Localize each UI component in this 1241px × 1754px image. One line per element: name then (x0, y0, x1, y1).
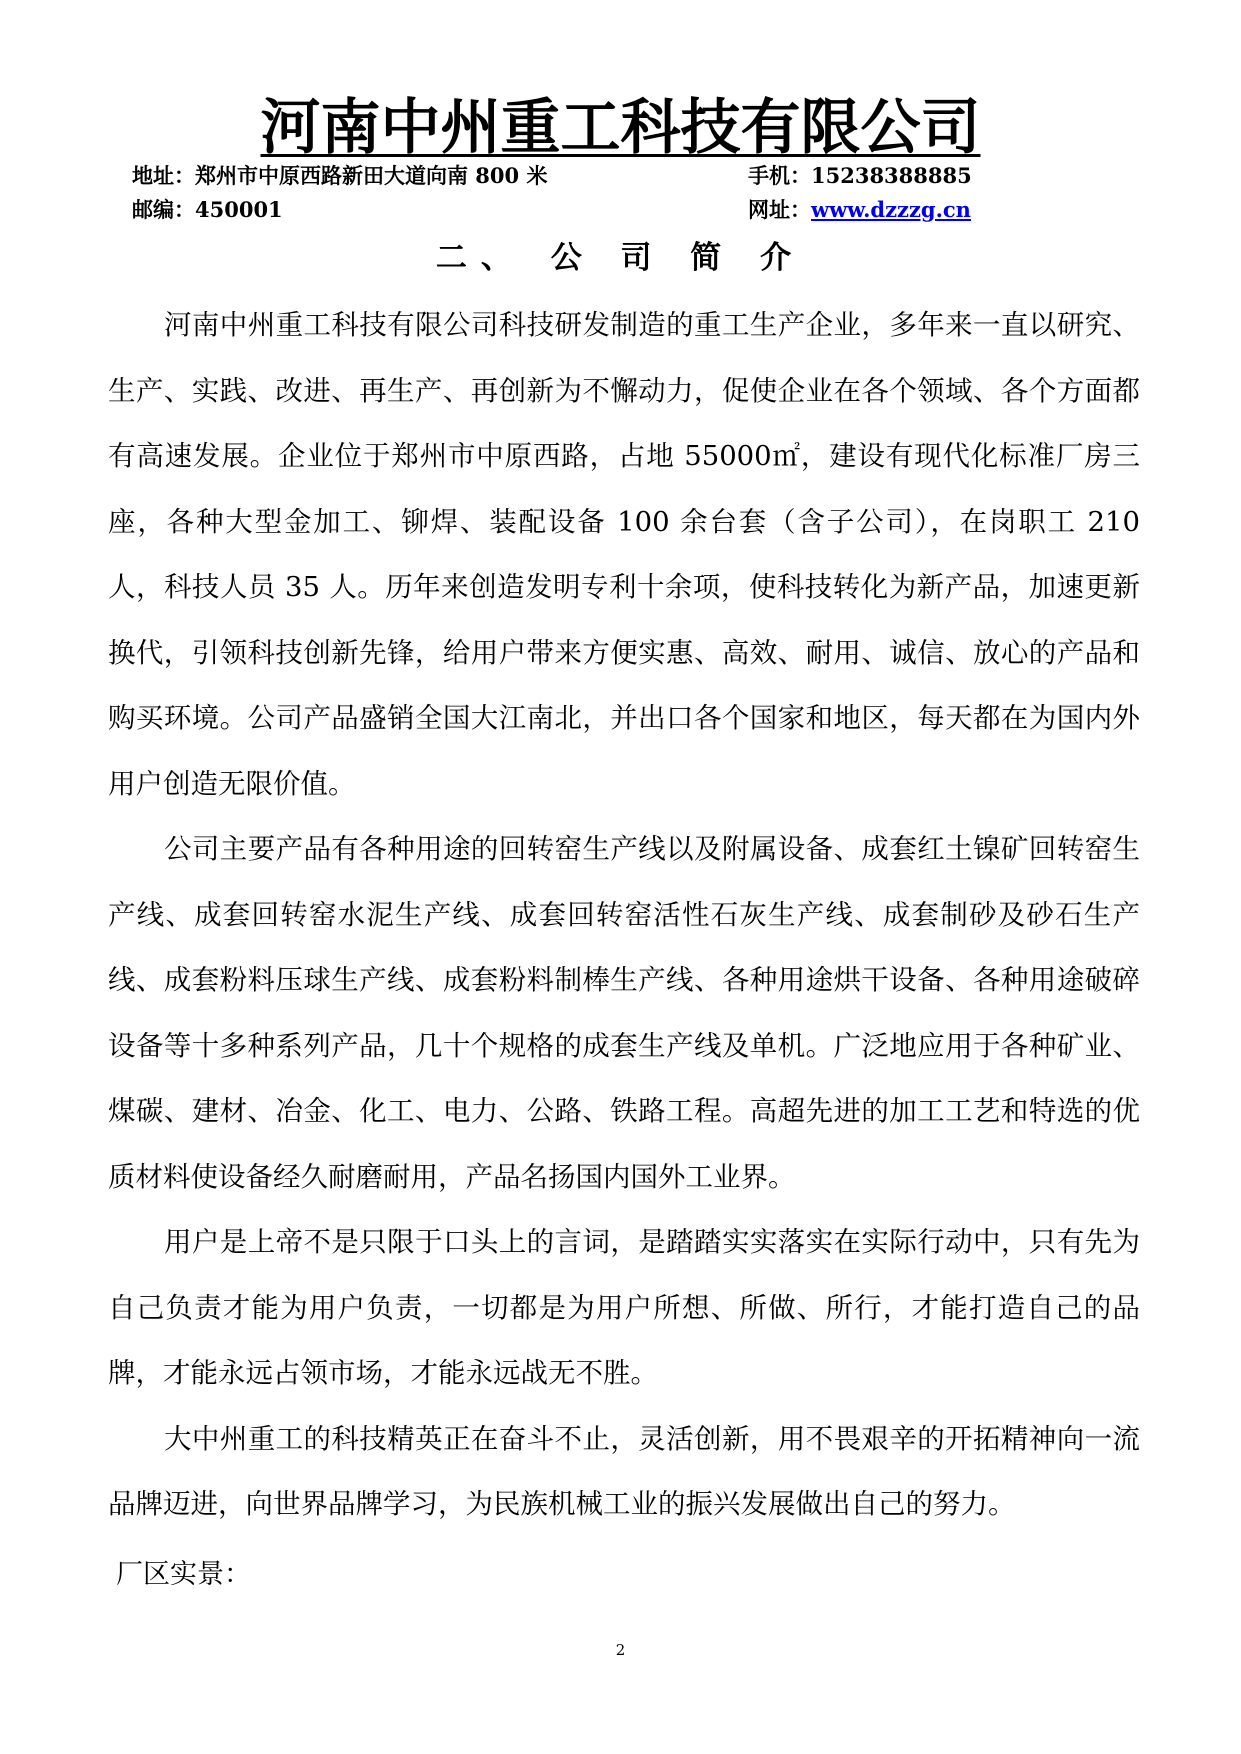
paragraph-customers: 用户是上帝不是只限于口头上的言词，是踏踏实实落实在实际行动中，只有先为自己负责才能为用户负责，一切都是为用户所想、所做、所行，才能打造自己的品牌，才能永远占领市场，才能永远战无不胜。 (108, 1226, 1140, 1389)
paragraph-vision: 大中州重工的科技精英正在奋斗不止，灵活创新，用不畏艰辛的开拓精神向一流品牌迈进，向世界品牌学习，为民族机械工业的振兴发展做出自己的努力。 (108, 1422, 1140, 1520)
paragraph-products: 公司主要产品有各种用途的回转窑生产线以及附属设备、成套红土镍矿回转窑生产线、成套回转窑水泥生产线、成套回转窑活性石灰生产线、成套制砂及砂石生产线、成套粉料压球生产线、成套粉料制棒生产线、各种用途烘干设备、各种用途破碎设备等十多种系列产品，几十个规格的成套生产线及单机。广泛地应用于各种矿业、煤碳、建材、冶金、化工、电力、公路、铁路工程。高超先进的加工工艺和特选的优质材料使设备经久耐磨耐用，产品名扬国内国外工业界。 (108, 833, 1140, 1193)
factory-caption: 厂区实景： (116, 1559, 251, 1590)
postcode-line (132, 194, 283, 226)
mobile-label: 手机： (748, 163, 811, 188)
mobile-value: 15238388885 (811, 163, 972, 188)
paragraph-overview: 河南中州重工科技有限公司科技研发制造的重工生产企业，多年来一直以研究、生产、实践、改进、再生产、再创新为不懈动力，促使企业在各个领域、各个方面都有高速发展。企业位于郑州市中原西路，占地 55000㎡，建设有现代化标准厂房三座，各种大型金加工、铆焊、装配设备 100 余台套（含子公司），在岗职工 210 人，科技人员 35 人。历年来创造发明专利十余项，使科技转化为新产品，加速更新换代，引领科技创新先锋，给用户带来方便实惠、高效、耐用、诚信、放心的产品和购买环境。公司产品盛销全国大江南北，并出口各个国家和地区，每天都在为国内外用户创造无限价值。 (108, 309, 1140, 800)
address-label: 地址： (132, 163, 195, 188)
page-number: 2 (615, 1641, 626, 1659)
mobile-line (748, 160, 972, 192)
postcode-value: 450001 (195, 197, 283, 222)
company-title (0, 92, 1241, 164)
company-name: 河南中州重工科技有限公司 (260, 93, 981, 163)
website-line (748, 194, 971, 226)
website-link[interactable]: www.dzzzg.cn (811, 197, 971, 222)
company-profile-body (108, 293, 1140, 1538)
website-label: 网址： (748, 197, 811, 222)
address-value: 郑州市中原西路新田大道向南 800 米 (195, 163, 548, 188)
section-title: 二、 公 司 简 介 (435, 240, 806, 276)
address-line (132, 160, 547, 192)
postcode-label: 邮编： (132, 197, 195, 222)
